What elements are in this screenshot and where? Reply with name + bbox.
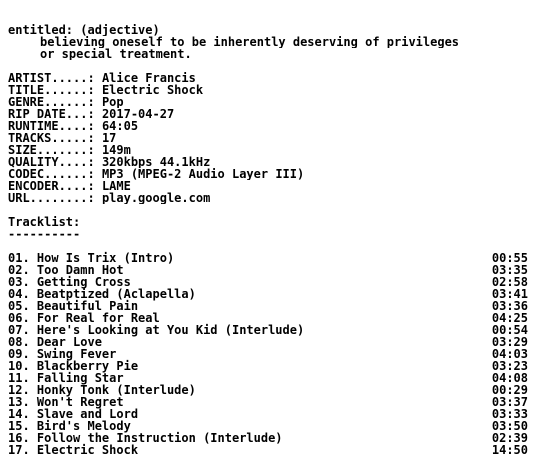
track-duration: 14:50 [491,443,528,457]
track-duration: 03:29 [491,335,528,349]
track-duration: 03:33 [491,407,528,421]
info-row-encoder: ENCODER....: LAME [8,180,131,192]
info-value: Electric Shock [101,84,204,96]
track-title: 13. Won't Regret [8,395,124,409]
info-value: 149m [101,144,131,156]
info-row-genre: GENRE......: Pop [8,96,124,108]
spacer [8,204,528,216]
tracklist-heading: Tracklist: [8,216,81,228]
track-title: 02. Too Damn Hot [8,263,124,277]
info-value: 2017-04-27 [101,108,175,120]
track-title: 11. Falling Star [8,371,124,385]
track-title: 10. Blackberry Pie [8,359,139,373]
track-title: 06. For Real for Real [8,311,160,325]
track-title: 04. Beatptized (Aclapella) [8,287,196,301]
track-duration: 03:36 [491,299,528,313]
track-title: 12. Honky Tonk (Interlude) [8,383,196,397]
definition-text-line-1: believing oneself to be inherently deserving of privileges [40,36,460,48]
track-duration: 04:03 [491,347,528,361]
track-title: 05. Beautiful Pain [8,299,139,313]
info-row-quality: QUALITY....: 320kbps 44.1kHz [8,156,211,168]
info-key: ARTIST..... [8,72,88,84]
info-value: MP3 (MPEG-2 Audio Layer III) [101,168,305,180]
info-value: Alice Francis [101,72,196,84]
track-row [8,444,528,456]
info-value: 17 [101,132,117,144]
spacer [8,60,528,72]
info-row-codec: CODEC......: MP3 (MPEG-2 Audio Layer III) [8,168,305,180]
definition-headword: entitled: (adjective) [8,24,160,36]
track-duration: 03:37 [491,395,528,409]
track-duration: 03:50 [491,419,528,433]
info-value: play.google.com [101,192,211,204]
release-info [8,72,528,204]
info-key: GENRE...... [8,96,88,108]
track-duration: 00:29 [491,383,528,397]
info-row-tracks: TRACKS.....: 17 [8,132,117,144]
info-key: QUALITY.... [8,156,88,168]
track-title: 15. Bird's Melody [8,419,131,433]
info-key: SIZE....... [8,144,88,156]
info-key: ENCODER.... [8,180,88,192]
info-row-size: SIZE.......: 149m [8,144,131,156]
track-duration: 03:41 [491,287,528,301]
track-duration: 00:54 [491,323,528,337]
track-duration: 00:55 [491,251,528,265]
info-key: CODEC...... [8,168,88,180]
track-title: 03. Getting Cross [8,275,131,289]
info-row-url: URL........: play.google.com [8,192,211,204]
info-row-rip-date: RIP DATE...: 2017-04-27 [8,108,175,120]
info-value: Pop [101,96,124,108]
track-title: 16. Follow the Instruction (Interlude) [8,431,283,445]
track-title: 14. Slave and Lord [8,407,139,421]
track-duration: 04:25 [491,311,528,325]
track-duration: 02:39 [491,431,528,445]
track-duration: 03:23 [491,359,528,373]
info-value: LAME [101,180,131,192]
track-duration: 02:58 [491,275,528,289]
info-key: URL........ [8,192,88,204]
info-key: TRACKS..... [8,132,88,144]
tracklist [8,216,528,456]
info-row-title: TITLE......: Electric Shock [8,84,204,96]
track-title: 07. Here's Looking at You Kid (Interlude) [8,323,305,337]
info-key: RIP DATE... [8,108,88,120]
info-key: RUNTIME.... [8,120,88,132]
tracklist-underline: ---------- [8,228,81,240]
track-title: 08. Dear Love [8,335,102,349]
track-title: 01. How Is Trix (Intro) [8,251,175,265]
info-value: 64:05 [101,120,139,132]
nfo-document [8,24,528,456]
info-row-artist: ARTIST.....: Alice Francis [8,72,196,84]
info-row-runtime: RUNTIME....: 64:05 [8,120,139,132]
info-key: TITLE...... [8,84,88,96]
track-duration: 03:35 [491,263,528,277]
track-duration: 04:08 [491,371,528,385]
track-title: 09. Swing Fever [8,347,117,361]
info-value: 320kbps 44.1kHz [101,156,211,168]
definition-block [8,24,528,60]
track-title: 17. Electric Shock [8,443,139,457]
definition-text-line-2: or special treatment. [40,48,192,60]
